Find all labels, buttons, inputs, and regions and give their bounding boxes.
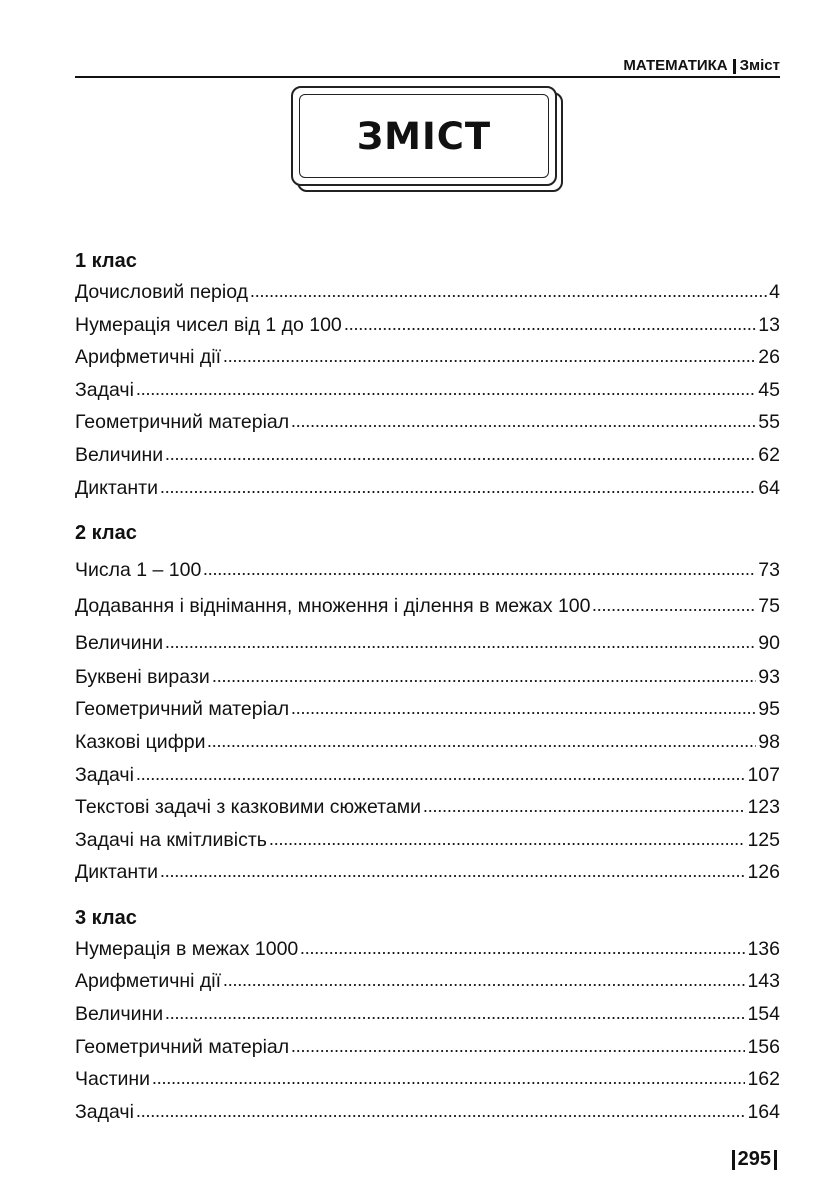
toc-entry[interactable] (75, 933, 780, 966)
toc-entry-page: 4 (769, 281, 780, 303)
toc-entry[interactable] (75, 824, 780, 857)
toc-entry-label: Арифметичні дії (75, 970, 222, 993)
toc-entry[interactable] (75, 791, 780, 824)
toc-entry-label: Казкові цифри (75, 730, 206, 753)
header-section: Зміст (739, 57, 780, 74)
leader-dots (136, 1108, 746, 1118)
toc-entry-page: 164 (747, 1100, 780, 1123)
leader-dots (136, 386, 756, 396)
toc-entry[interactable] (75, 276, 780, 309)
toc-entry-page: 154 (747, 1003, 780, 1026)
toc-entry-label: Задачі на кмітливість (75, 828, 267, 851)
leader-dots (207, 738, 756, 748)
toc-entry-label: Частини (75, 1068, 151, 1091)
leader-dots (212, 673, 757, 683)
toc-entry[interactable] (75, 965, 780, 998)
leader-dots (223, 977, 745, 987)
toc-entry[interactable] (75, 1096, 780, 1129)
toc-entry-page: 123 (747, 796, 780, 819)
page-number (729, 1148, 780, 1171)
running-header (75, 50, 780, 78)
toc-entry-page: 73 (758, 559, 780, 582)
grade-title: 2 клас (75, 522, 137, 545)
toc-entry[interactable] (75, 759, 780, 792)
toc-entry-page: 64 (758, 476, 780, 499)
toc-entry-page: 156 (747, 1035, 780, 1058)
toc-entry-page: 143 (747, 970, 780, 993)
toc-entry[interactable] (75, 439, 780, 472)
toc-entry-page: 95 (758, 698, 780, 721)
toc-entry-page: 55 (758, 411, 780, 434)
header-separator (733, 59, 736, 74)
toc-entry[interactable] (75, 374, 780, 407)
toc-entry[interactable] (75, 625, 780, 661)
toc-entry-label: Числа 1 – 100 (75, 559, 202, 582)
toc-entry-label: Геометричний матеріал (75, 698, 290, 721)
toc-entry[interactable] (75, 1031, 780, 1064)
table-of-contents (75, 246, 780, 1128)
toc-entry[interactable] (75, 1063, 780, 1096)
toc-entry-page: 162 (747, 1068, 780, 1091)
toc-entry[interactable] (75, 693, 780, 726)
page-title: ЗМІСТ (356, 114, 492, 158)
leader-dots (165, 1010, 745, 1020)
leader-dots (300, 945, 745, 955)
toc-entry-label: Геометричний матеріал (75, 411, 290, 434)
leader-dots (160, 868, 745, 878)
toc-entry-label: Буквені вирази (75, 665, 210, 688)
toc-entry-label: Диктанти (75, 476, 158, 499)
leader-dots (250, 288, 767, 298)
toc-entry-page: 45 (758, 378, 780, 401)
grade-title: 3 клас (75, 906, 137, 929)
page-number-value: 295 (737, 1148, 771, 1170)
toc-entry[interactable] (75, 661, 780, 694)
page-number-bar-left (732, 1150, 735, 1170)
grade-section-3 (75, 903, 780, 1129)
toc-entry[interactable] (75, 588, 780, 624)
toc-entry-page: 98 (758, 730, 780, 753)
leader-dots (291, 705, 756, 715)
leader-dots (269, 836, 746, 846)
toc-entry-page: 136 (747, 937, 780, 960)
toc-entry-page: 75 (758, 595, 780, 618)
toc-entry-page: 125 (747, 828, 780, 851)
toc-entry-label: Величини (75, 631, 164, 654)
toc-entry-label: Задачі (75, 1100, 134, 1123)
toc-entry-page: 13 (758, 313, 780, 336)
toc-entry[interactable] (75, 406, 780, 439)
grade-title: 1 клас (75, 250, 137, 272)
toc-entry[interactable] (75, 309, 780, 342)
leader-dots (592, 602, 756, 612)
toc-entry-label: Геометричний матеріал (75, 1035, 290, 1058)
toc-entry-label: Нумерація в межах 1000 (75, 937, 299, 960)
leader-dots (344, 321, 757, 331)
toc-entry-label: Величини (75, 1003, 164, 1026)
leader-dots (136, 771, 746, 781)
leader-dots (223, 353, 756, 363)
title-box-frame (291, 86, 557, 186)
title-box (291, 86, 563, 192)
toc-entry[interactable] (75, 856, 780, 889)
grade-section-2 (75, 518, 780, 889)
grade-section-1 (75, 246, 780, 504)
leader-dots (165, 639, 756, 649)
toc-entry-label: Текстові задачі з казковими сюжетами (75, 796, 422, 819)
leader-dots (291, 418, 756, 428)
toc-entry-page: 62 (758, 443, 780, 466)
leader-dots (152, 1075, 745, 1085)
toc-entry-page: 126 (747, 861, 780, 884)
leader-dots (203, 566, 756, 576)
toc-entry-label: Величини (75, 443, 164, 466)
toc-entry-label: Задачі (75, 378, 134, 401)
page-number-bar-right (774, 1150, 777, 1170)
toc-entry-label: Арифметичні дії (75, 346, 222, 369)
leader-dots (291, 1043, 745, 1053)
toc-entry[interactable] (75, 472, 780, 505)
toc-entry-page: 107 (747, 763, 780, 786)
toc-entry-label: Диктанти (75, 861, 158, 884)
leader-dots (160, 484, 756, 494)
toc-entry-page: 93 (758, 665, 780, 688)
toc-entry[interactable] (75, 726, 780, 759)
toc-entry-label: Додавання і віднімання, множення і ділення в межах 100 (75, 595, 591, 618)
toc-entry[interactable] (75, 998, 780, 1031)
toc-entry-page: 90 (758, 631, 780, 654)
toc-entry[interactable] (75, 341, 780, 374)
header-subject: МАТЕМАТИКА (623, 57, 728, 74)
leader-dots (165, 451, 756, 461)
leader-dots (423, 803, 745, 813)
toc-entry-label: Нумерація чисел від 1 до 100 (75, 313, 342, 336)
toc-entry-label: Дочисловий період (75, 281, 249, 303)
toc-entry-page: 26 (758, 346, 780, 369)
toc-entry-label: Задачі (75, 763, 134, 786)
toc-entry[interactable] (75, 552, 780, 588)
